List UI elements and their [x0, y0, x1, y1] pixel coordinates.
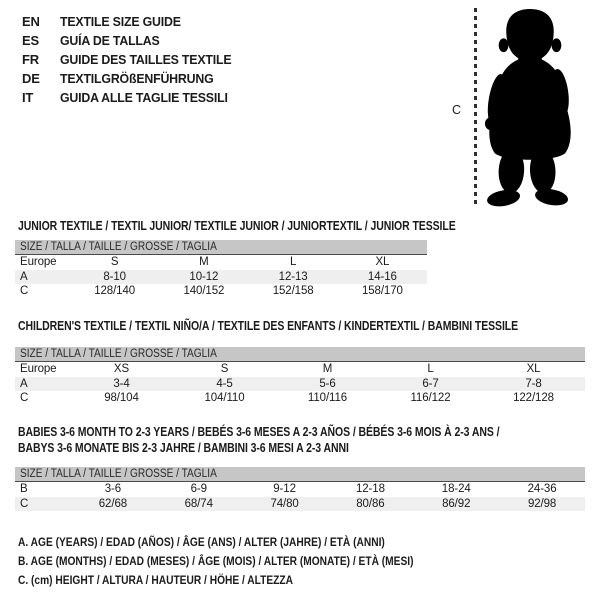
language-code: FR [22, 52, 39, 67]
cell: 68/74 [184, 497, 213, 510]
table-row [15, 270, 427, 285]
footnote-a: A. AGE (YEARS) / EDAD (AÑOS) / ÂGE (ANS) / ALTER (JAHRE) / ETÀ (ANNI) [18, 535, 385, 549]
language-code: ES [22, 33, 39, 48]
size-header-label: SIZE / TALLA / TAILLE / GRÖSSE / TAGLIA [20, 468, 217, 480]
cell: 122/128 [513, 392, 554, 404]
cell: 104/110 [204, 392, 245, 404]
cell: 8-10 [103, 270, 126, 283]
table-row [15, 482, 585, 497]
footnotes [18, 533, 483, 590]
cell: 92/98 [527, 497, 557, 510]
table-row [15, 284, 427, 299]
cell: 116/122 [410, 392, 451, 404]
language-label: GUÍA DE TALLAS [60, 33, 160, 48]
row-label: Europe [20, 363, 57, 375]
cell: 98/104 [104, 392, 139, 404]
cell: 12-13 [278, 270, 308, 283]
cell: 24-36 [527, 483, 557, 495]
cell: 3-4 [113, 377, 130, 390]
language-row-de [22, 69, 240, 88]
language-label: GUIDA ALLE TAGLIE TESSILI [60, 90, 228, 105]
table-row [15, 497, 585, 512]
cell: S [110, 256, 119, 268]
babies-table-title-line2: BABYS 3-6 MONATE BIS 2-3 JAHRE / BAMBINI 3-6 MESI A 2-3 ANNI [18, 441, 349, 455]
row-label: A [20, 377, 28, 390]
language-label: TEXTILE SIZE GUIDE [60, 14, 181, 29]
size-header-bar [15, 240, 427, 255]
language-code: EN [22, 14, 40, 29]
cell: M [199, 256, 209, 268]
language-row-en [22, 12, 240, 31]
language-code: IT [22, 90, 34, 105]
cell: 12-18 [355, 483, 385, 495]
language-label: TEXTILGRÖßENFÜHRUNG [60, 71, 214, 86]
babies-table [15, 467, 585, 511]
language-row-es [22, 31, 240, 50]
row-label: C [20, 285, 29, 297]
cell: 80/86 [356, 497, 385, 510]
cell: XS [113, 363, 130, 375]
table-row [15, 391, 585, 406]
cell: L [289, 256, 297, 268]
cell: 7-8 [525, 377, 542, 390]
cell: 62/68 [98, 497, 128, 510]
toddler-silhouette [481, 5, 579, 211]
table-row [15, 255, 427, 270]
cell: 110/116 [307, 392, 348, 404]
cell: XL [526, 363, 541, 375]
cell: S [220, 363, 229, 375]
table-row [15, 362, 585, 377]
height-measure-dashed-line [474, 8, 477, 208]
cell: 74/80 [270, 497, 299, 510]
language-code: DE [22, 71, 40, 86]
cell: 6-9 [190, 483, 207, 495]
junior-table [15, 240, 427, 299]
cell: 3-6 [104, 483, 122, 495]
row-label: C [20, 497, 29, 510]
cell: 158/170 [361, 285, 403, 297]
row-label: B [20, 483, 28, 495]
footnote-b: B. AGE (MONTHS) / EDAD (MESES) / ÂGE (MOIS) / ALTER (MONATE) / ETÀ (MESI) [18, 554, 414, 568]
size-header-bar [15, 467, 585, 482]
cell: 10-12 [189, 270, 219, 283]
cell: L [427, 363, 434, 375]
cell: M [322, 363, 333, 375]
size-header-bar [15, 347, 585, 362]
size-header-label: SIZE / TALLA / TAILLE / GRÖSSE / TAGLIA [20, 348, 217, 360]
children-table [15, 347, 585, 406]
cell: 4-5 [216, 377, 233, 390]
row-label: A [20, 270, 28, 283]
cell: 86/92 [442, 497, 471, 510]
language-list [22, 12, 240, 107]
cell: 9-12 [273, 483, 296, 495]
cell: XL [375, 256, 390, 268]
height-measure-label: C [452, 103, 462, 117]
cell: 6-7 [422, 377, 439, 390]
cell: 140/152 [183, 285, 225, 297]
table-row [15, 377, 585, 392]
size-header-label: SIZE / TALLA / TAILLE / GRÖSSE / TAGLIA [20, 241, 217, 253]
junior-table-title: JUNIOR TEXTILE / TEXTIL JUNIOR/ TEXTILE JUNIOR / JUNIORTEXTIL / JUNIOR TESSILE [18, 219, 456, 233]
cell: 14-16 [367, 270, 397, 283]
cell: 128/140 [94, 285, 136, 297]
cell: 152/158 [272, 285, 314, 297]
language-row-it [22, 88, 240, 107]
row-label: C [20, 392, 29, 404]
cell: 18-24 [441, 483, 471, 495]
footnote-c: C. (cm) HEIGHT / ALTURA / HAUTEUR / HÖHE / ALTEZZA [18, 573, 294, 587]
cell: 5-6 [319, 377, 336, 390]
babies-table-title-line1: BABIES 3-6 MONTH TO 2-3 YEARS / BEBÉS 3-6 MESES A 2-3 AÑOS / BÉBÉS 3-6 MOIS À 2-3 ANS / [18, 425, 500, 439]
children-table-title: CHILDREN'S TEXTILE / TEXTIL NIÑO/A / TEXTILE DES ENFANTS / KINDERTEXTIL / BAMBINI TESSILE [18, 319, 519, 333]
language-label: GUIDE DES TAILLES TEXTILE [60, 52, 232, 67]
row-label: Europe [20, 256, 57, 268]
language-row-fr [22, 50, 240, 69]
